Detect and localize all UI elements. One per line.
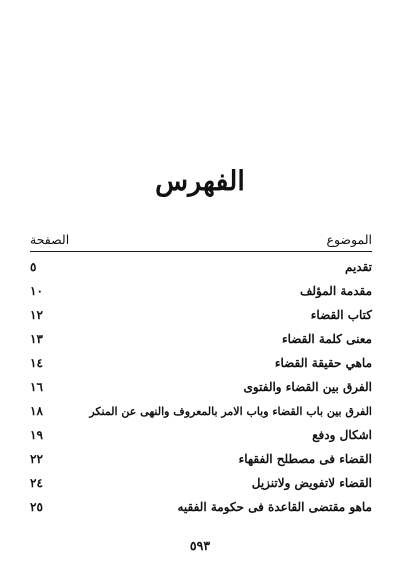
entry-topic: القضاء فى مصطلح الفقهاء <box>238 452 372 466</box>
entry-page: ٥ <box>30 260 37 274</box>
list-item <box>30 495 372 519</box>
list-item <box>30 279 372 303</box>
list-item <box>30 327 372 351</box>
list-item <box>30 399 372 423</box>
entry-topic: ماهو مقتضى القاعدة فى حكومة الفقيه <box>177 500 372 514</box>
topic-column-header: الموضوع <box>326 231 372 247</box>
contents-list <box>30 255 372 519</box>
page-column-header: الصفحة <box>30 231 70 247</box>
entry-page: ١٢ <box>30 308 43 322</box>
page-title: الفهرس <box>155 166 245 197</box>
entry-page: ٢٢ <box>30 452 43 466</box>
entry-page: ١٣ <box>30 332 43 346</box>
list-item <box>30 351 372 375</box>
table-header <box>30 229 372 249</box>
list-item <box>30 447 372 471</box>
entry-topic: معنى كلمة القضاء <box>281 332 372 346</box>
entry-topic: القضاء لاتفويض ولاتنزيل <box>251 476 372 490</box>
entry-topic: ماهي حقيقة القضاء <box>274 356 372 370</box>
entry-page: ١٨ <box>30 404 43 418</box>
entry-page: ٢٤ <box>30 476 43 490</box>
list-item <box>30 375 372 399</box>
entry-page: ١٠ <box>30 284 43 298</box>
list-item <box>30 255 372 279</box>
list-item <box>30 303 372 327</box>
entry-topic: اشكال ودفع <box>312 428 372 442</box>
list-item <box>30 423 372 447</box>
entry-topic: الفرق بين القضاء والفتوى <box>243 380 372 394</box>
entry-page: ١٩ <box>30 428 43 442</box>
page-number: ٥٩٣ <box>189 538 211 553</box>
entry-topic: مقدمة المؤلف <box>299 284 372 298</box>
header-divider <box>30 251 372 252</box>
list-item <box>30 471 372 495</box>
entry-topic: كتاب القضاء <box>310 308 372 322</box>
entry-topic: الفرق بين باب القضاء وباب الامر بالمعروف والنهى عن المنكر <box>89 404 372 418</box>
entry-page: ١٤ <box>30 356 43 370</box>
entry-page: ٢٥ <box>30 500 43 514</box>
entry-topic: تقديم <box>344 260 372 274</box>
entry-page: ١٦ <box>30 380 43 394</box>
